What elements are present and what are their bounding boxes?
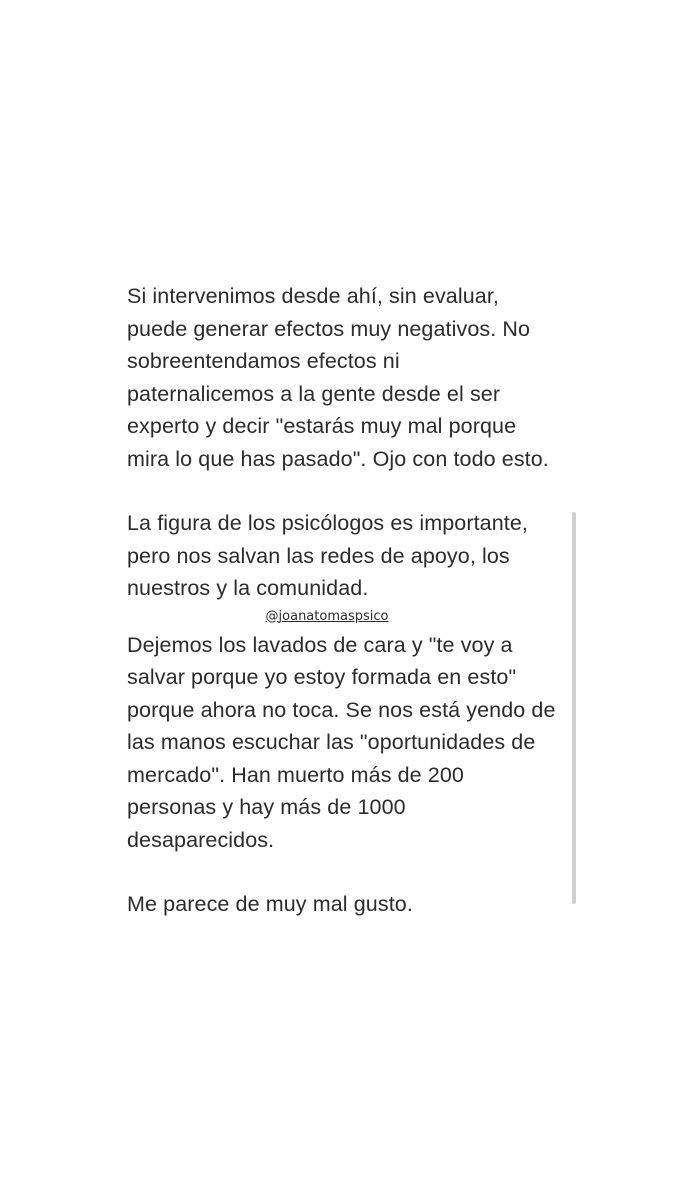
paragraph-1: Si intervenimos desde ahí, sin evaluar, puede generar efectos muy negativos. No sobreentendamos efectos ni paternalicemos a la gente desde el ser experto y decir "estarás muy mal porque mira lo que has pasado". Ojo con todo esto. — [127, 284, 549, 471]
paragraph-4: Me parece de muy mal gusto. — [127, 892, 413, 916]
paragraph-2: La figura de los psicólogos es importante, pero nos salvan las redes de apoyo, los nuestros y la comunidad. — [127, 511, 528, 600]
mention-sticker[interactable]: @joanatomaspsico — [265, 608, 389, 624]
paragraph-3: Dejemos los lavados de cara y "te voy a salvar porque yo estoy formada en esto" porque ahora no toca. Se nos está yendo de las manos escuchar las "oportunidades de mercado". Han muerto más de 200 personas y hay más de 1000 desaparecidos. — [127, 632, 556, 852]
scrollbar[interactable] — [572, 512, 576, 904]
story-text-block — [127, 280, 567, 921]
paragraph-gap — [127, 856, 567, 888]
paragraph-gap — [127, 475, 567, 507]
